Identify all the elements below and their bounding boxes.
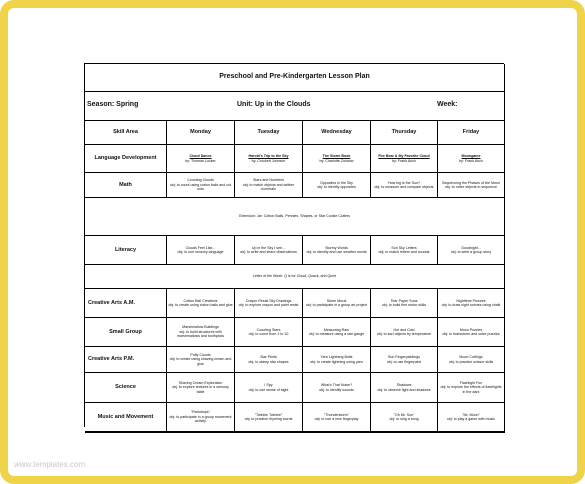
activity-cell: How big is the Sun? obj: to measure and compare objects [371, 173, 438, 198]
activity-cell: Cotton Ball Creations obj: to create using cotton balls and glue [167, 289, 235, 318]
season-unit-row [85, 92, 505, 121]
activity-cell: "Mr. Moon" obj: to play a game with music [438, 403, 505, 432]
activity-cell: Puffy Clouds obj: to create using shaving cream and glue [167, 347, 235, 373]
activity-cell: Moongame by: Frank Asch [438, 145, 505, 173]
activity-cell: Hot and Cold obj: to sort objects by temperature [371, 318, 438, 347]
season-label: Season: Spring [87, 101, 139, 108]
activity-cell: Marshmallow Buildings obj: to build structures with marshmallows and toothpicks [167, 318, 235, 347]
home-school-text [167, 432, 505, 433]
activity-cell: Moon Puzzles obj: to brainstorm and solve puzzles [438, 318, 505, 347]
activity-cell: What's That Noise? obj: to identify sounds [303, 373, 371, 403]
activity-cell: Counting Clouds obj: to count using cotton balls and cut outs [167, 173, 235, 198]
skill-label: Language Development [85, 145, 167, 173]
skill-label: Math [85, 173, 167, 198]
activity-cell: Star Prints obj: to stamp star shapes [235, 347, 303, 373]
activity-cell: Sun Sky Letters obj: to match letters and sounds [371, 236, 438, 265]
activity-cell: Shaving Cream Exploration obj: to explore textures in a sensory table [167, 373, 235, 403]
day-header-thursday: Thursday [371, 121, 438, 145]
activity-cell: Flashlight Fun obj: to explore the effects of flashlights in the dark [438, 373, 505, 403]
day-header-friday: Friday [438, 121, 505, 145]
skill-area-header: Skill Area [85, 121, 167, 145]
unit-label: Unit: Up in the Clouds [237, 101, 311, 108]
day-header-tuesday: Tuesday [235, 121, 303, 145]
home-school-label [85, 432, 167, 433]
activity-cell: "Twinkle Twinkle" obj: to practice rhyming words [235, 403, 303, 432]
activity-cell: Sun Fingerpaintings obj: to use fingerpaint [371, 347, 438, 373]
activity-cell: Clouds Feel Like... obj: to use sensory language [167, 236, 235, 265]
skill-label: Literacy [85, 236, 167, 265]
lesson-plan-table [84, 63, 504, 427]
activity-cell: Stormy Words obj: to identify and use weather words [303, 236, 371, 265]
activity-cell: Counting Stars obj: to count from 1 to 10 [235, 318, 303, 347]
skill-label: Science [85, 373, 167, 403]
activity-cell: Yarn Lightning Bolts obj: to create lightning using yarn [303, 347, 371, 373]
activity-cell: I Spy obj: to use sense of sight [235, 373, 303, 403]
watermark: www.templates.com [14, 460, 86, 469]
activity-cell: "Thunderstorm" obj: to use a new fingerplay [303, 403, 371, 432]
activity-cell: Tear Paper Suns obj: to build fine motor skills [371, 289, 438, 318]
day-header-monday: Monday [167, 121, 235, 145]
activity-cell: "Raindrops" obj: to participate in a group movement activity [167, 403, 235, 432]
extension-note: Extension: Jar: Cotton Balls, Pennies, Shapes, or Star Cookie Cutters [85, 198, 505, 236]
day-header-wednesday: Wednesday [303, 121, 371, 145]
activity-cell: Sequencing the Phases of the Moon obj: to order objects in sequence [438, 173, 505, 198]
activity-cell: Harold's Trip to the Sky by: Crockett Johnson [235, 145, 303, 173]
letter-of-week-note: Letter of the Week: Q is for Cloud, Quack, and Quiet [85, 265, 505, 289]
activity-cell: Up in the Sky I see... obj: to write and share observations [235, 236, 303, 265]
skill-label: Creative Arts A.M. [85, 289, 167, 318]
activity-cell: Moon Cuttings obj: to practice scissor skills [438, 347, 505, 373]
activity-cell: Shadows obj: to observe light and shadows [371, 373, 438, 403]
skill-label: Music and Movement [85, 403, 167, 432]
activity-cell: Cloud Dance by: Thomas Locker [167, 145, 235, 173]
activity-cell: Opposites in the Sky obj: to identify opposites [303, 173, 371, 198]
page-title: Preschool and Pre-Kindergarten Lesson Plan [85, 64, 505, 92]
activity-cell: Storm Mural obj: to participate in a group art project [303, 289, 371, 318]
activity-cell: Nighttime Pictures obj: to draw night scenes using chalk [438, 289, 505, 318]
activity-cell: Crayon Resist Sky Drawings obj: to explore crayon and paint resist [235, 289, 303, 318]
week-label: Week: [437, 101, 458, 108]
skill-label: Small Group [85, 318, 167, 347]
activity-cell: The Storm Book by: Charlotte Zolotow [303, 145, 371, 173]
activity-cell: Goodnight... obj: to write a group story [438, 236, 505, 265]
activity-cell: Measuring Rain obj: to measure using a rain gauge [303, 318, 371, 347]
activity-cell: Stars and Numbers obj: to match objects and written numerals [235, 173, 303, 198]
activity-cell: Fire Bear & My Favorite Cloud by: Frank Asch [371, 145, 438, 173]
skill-label: Creative Arts P.M. [85, 347, 167, 373]
activity-cell: "Oh Mr. Sun" obj: to sing a song [371, 403, 438, 432]
